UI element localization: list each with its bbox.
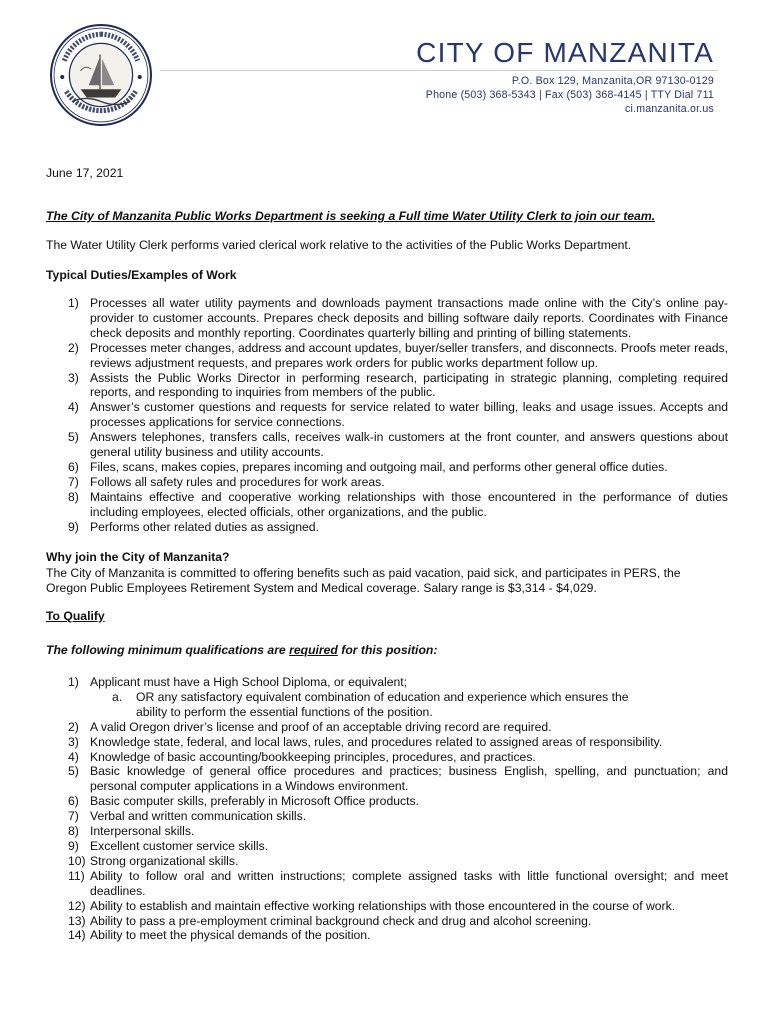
duty-text: Processes all water utility payments and downloads payment transactions made online with the City’s online pay-provider to customer accounts. Prepares check deposits and billing software daily reports. Coordinates with Finance check deposits and monthly reporting. Coordinates quarterly billing and printing of billing statements. [90, 296, 728, 340]
qualification-item [46, 899, 728, 914]
qualification-item [46, 824, 728, 839]
duties-heading: Typical Duties/Examples of Work [46, 268, 237, 282]
qualification-item [46, 914, 728, 929]
qualification-item [46, 869, 728, 899]
duty-item [46, 460, 728, 475]
duty-item [46, 490, 728, 520]
duties-list [46, 296, 728, 535]
duty-item [46, 475, 728, 490]
requirements-heading-emphasis: required [289, 643, 338, 657]
qualify-heading: To Qualify [46, 609, 105, 623]
qualification-number: 11) [68, 868, 85, 883]
qualification-item [46, 750, 728, 765]
duty-number: 2) [68, 340, 79, 355]
subitem-text: OR any satisfactory equivalent combination of education and experience which ensures the ability to perform the essential functions of the position. [136, 689, 629, 719]
qualification-item [46, 794, 728, 809]
duty-number: 1) [68, 296, 79, 310]
qualification-item [46, 675, 728, 720]
qualification-text: A valid Oregon driver’s license and proof of an acceptable driving record are required. [90, 719, 552, 734]
duty-text: Answer’s customer questions and requests for service related to water billing, leaks and usage issues. Accepts and processes applications for service connections. [90, 400, 728, 430]
qualification-number: 4) [68, 749, 79, 764]
qualification-number: 1) [68, 675, 79, 689]
duty-number: 9) [68, 519, 79, 534]
qualification-subitem [90, 690, 636, 720]
subitem-letter: a. [112, 689, 123, 704]
qualification-number: 3) [68, 734, 79, 749]
why-text: The City of Manzanita is committed to offering benefits such as paid vacation, paid sick, and participates in PERS, the Oregon Public Employees Retirement System and Medical coverage. Salary range is $3,314 - $4,029. [46, 566, 681, 595]
qualification-item [46, 764, 728, 794]
qualification-number: 13) [68, 913, 86, 928]
qualification-text: Ability to establish and maintain effective working relationships with those encountered in the course of work. [90, 898, 676, 913]
requirements-heading-post: for this position: [337, 643, 438, 657]
duty-item [46, 296, 728, 341]
duty-text: Processes meter changes, address and account updates, buyer/seller transfers, and disconnects. Proofs meter reads, reviews adjustment requests, and prepares work orders for public works department follow up. [90, 340, 728, 370]
qualification-item [46, 854, 728, 869]
qualification-text: Interpersonal skills. [90, 824, 195, 839]
requirements-heading [46, 643, 726, 657]
job-headline: The City of Manzanita Public Works Department is seeking a Full time Water Utility Clerk to join our team. [46, 209, 656, 223]
header-rule [160, 70, 718, 71]
qualification-number: 12) [68, 898, 86, 913]
duty-number: 6) [68, 459, 79, 474]
duty-number: 7) [68, 474, 79, 489]
duty-text: Answers telephones, transfers calls, receives walk-in customers at the front counter, and answers questions about general utility business and utility accounts. [90, 430, 728, 460]
qualification-item [46, 720, 728, 735]
qualification-number: 8) [68, 824, 79, 839]
org-name: CITY OF MANZANITA [416, 37, 714, 68]
qualification-number: 14) [68, 928, 86, 943]
duty-item [46, 341, 728, 371]
duty-number: 4) [68, 400, 79, 415]
qualification-text: Ability to pass a pre-employment criminal background check and drug and alcohol screening. [90, 913, 592, 928]
qualification-number: 10) [68, 853, 86, 868]
duty-text: Follows all safety rules and procedures for work areas. [90, 474, 385, 489]
qualification-text: Strong organizational skills. [90, 853, 239, 868]
city-seal-icon [50, 24, 152, 126]
duty-text: Assists the Public Works Director in performing research, participating in strategic planning, completing required reports, and responding to inquiries from members of the public. [90, 370, 728, 400]
duty-number: 3) [68, 370, 79, 385]
qualification-item [46, 735, 728, 750]
qualification-text: Basic computer skills, preferably in Microsoft Office products. [90, 794, 419, 809]
qualifications-list [46, 675, 728, 943]
org-address: P.O. Box 129, Manzanita,OR 97130-0129 [511, 75, 714, 87]
letter-date: June 17, 2021 [46, 166, 124, 180]
qualification-text: Verbal and written communication skills. [90, 809, 307, 824]
requirements-heading-pre: The following minimum qualifications are [46, 643, 290, 657]
org-website: ci.manzanita.or.us [625, 103, 714, 115]
duty-item [46, 520, 728, 535]
qualification-text: Knowledge of basic accounting/bookkeeping principles, procedures, and practices. [90, 749, 536, 764]
qualification-text: Ability to meet the physical demands of the position. [90, 928, 371, 943]
duty-item [46, 400, 728, 430]
why-heading: Why join the City of Manzanita? [46, 550, 230, 564]
duty-item [46, 430, 728, 460]
qualification-text: Basic knowledge of general office procedures and practices; business English, spelling, and punctuation; and personal computer applications in a Windows environment. [90, 764, 728, 794]
qualification-text: Ability to follow oral and written instructions; complete assigned tasks with little functional oversight; and meet deadlines. [90, 868, 728, 898]
qualification-item [46, 928, 728, 943]
duty-number: 8) [68, 489, 79, 504]
job-intro: The Water Utility Clerk performs varied clerical work relative to the activities of the Public Works Department. [46, 238, 632, 252]
duty-item [46, 371, 728, 401]
duty-text: Files, scans, makes copies, prepares incoming and outgoing mail, and performs other general office duties. [90, 459, 668, 474]
qualification-number: 5) [68, 764, 79, 779]
qualification-number: 9) [68, 838, 79, 853]
duty-number: 5) [68, 430, 79, 445]
qualification-text: Knowledge state, federal, and local laws, rules, and procedures related to assigned areas of responsibility. [90, 734, 663, 749]
qualification-number: 6) [68, 794, 79, 809]
duty-text: Performs other related duties as assigned. [90, 519, 319, 534]
org-contact: Phone (503) 368-5343 | Fax (503) 368-4145 | TTY Dial 711 [425, 89, 714, 101]
qualification-text: Applicant must have a High School Diploma, or equivalent; [90, 675, 408, 689]
qualification-item [46, 809, 728, 824]
qualification-item [46, 839, 728, 854]
qualification-number: 7) [68, 809, 79, 824]
qualification-text: Excellent customer service skills. [90, 838, 269, 853]
duty-text: Maintains effective and cooperative working relationships with those encountered in the performance of duties including employees, elected officials, other organizations, and the public. [90, 489, 728, 519]
qualification-number: 2) [68, 719, 79, 734]
